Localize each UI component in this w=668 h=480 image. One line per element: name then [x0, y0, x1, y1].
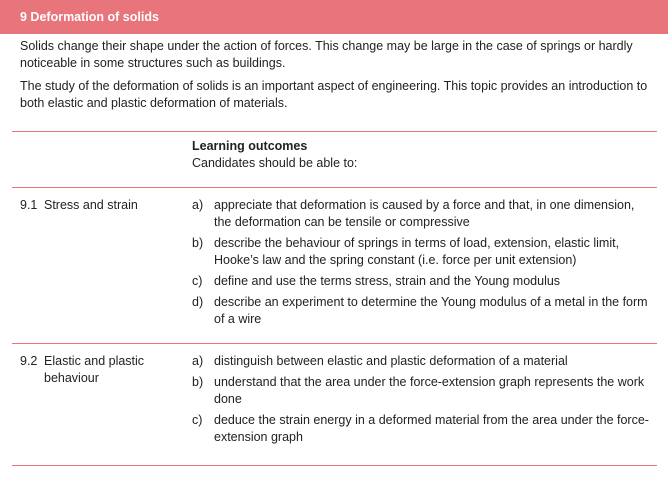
section-name: Stress and strain — [44, 198, 138, 212]
list-item — [192, 412, 652, 446]
intro-paragraph-1: Solids change their shape under the action of forces. This change may be large in the case of springs or hardly noticeable in some structures such as buildings. — [20, 39, 633, 70]
divider — [12, 131, 657, 132]
section-title: 9 Deformation of solids — [20, 10, 159, 24]
item-text: define and use the terms stress, strain and the Young modulus — [214, 274, 561, 288]
item-letter: c) — [192, 413, 203, 427]
section-header — [0, 0, 668, 34]
item-text: distinguish between elastic and plastic deformation of a material — [214, 354, 568, 368]
item-letter: d) — [192, 295, 204, 309]
item-letter: c) — [192, 274, 203, 288]
divider — [12, 187, 657, 188]
learning-outcomes-title: Learning outcomes — [192, 139, 308, 153]
divider — [12, 465, 657, 466]
learning-outcomes-header — [192, 138, 357, 172]
section-items-9-1 — [192, 197, 652, 332]
list-item — [192, 235, 652, 269]
list-item — [192, 353, 652, 370]
list-item — [192, 197, 652, 231]
list-item — [192, 294, 652, 328]
item-text: describe the behaviour of springs in terms of load, extension, elastic limit, Hooke’s law and the spring constant (i.e. force per unit extension) — [214, 236, 620, 267]
item-letter: a) — [192, 354, 204, 368]
section-label-9-2 — [20, 353, 144, 387]
item-text: understand that the area under the force-extension graph represents the work done — [214, 375, 645, 406]
section-items-9-2 — [192, 353, 652, 450]
section-number: 9.1 — [20, 198, 38, 212]
item-text: appreciate that deformation is caused by a force and that, in one dimension, the deformation can be tensile or compressive — [214, 198, 635, 229]
item-letter: a) — [192, 198, 204, 212]
item-letter: b) — [192, 236, 204, 250]
item-letter: b) — [192, 375, 204, 389]
section-name: Elastic and plastic — [44, 354, 145, 368]
list-item — [192, 273, 652, 290]
list-item — [192, 374, 652, 408]
intro-paragraph-2: The study of the deformation of solids is an important aspect of engineering. This topic provides an introduction to both elastic and plastic deformation of materials. — [20, 79, 648, 110]
section-name-continued: behaviour — [44, 371, 99, 385]
section-number: 9.2 — [20, 354, 38, 368]
learning-outcomes-subtitle: Candidates should be able to: — [192, 156, 358, 170]
intro-text — [20, 38, 650, 118]
section-label-9-1 — [20, 197, 138, 214]
item-text: describe an experiment to determine the Young modulus of a metal in the form of a wire — [214, 295, 648, 326]
divider — [12, 343, 657, 344]
item-text: deduce the strain energy in a deformed material from the area under the force-extension graph — [214, 413, 649, 444]
